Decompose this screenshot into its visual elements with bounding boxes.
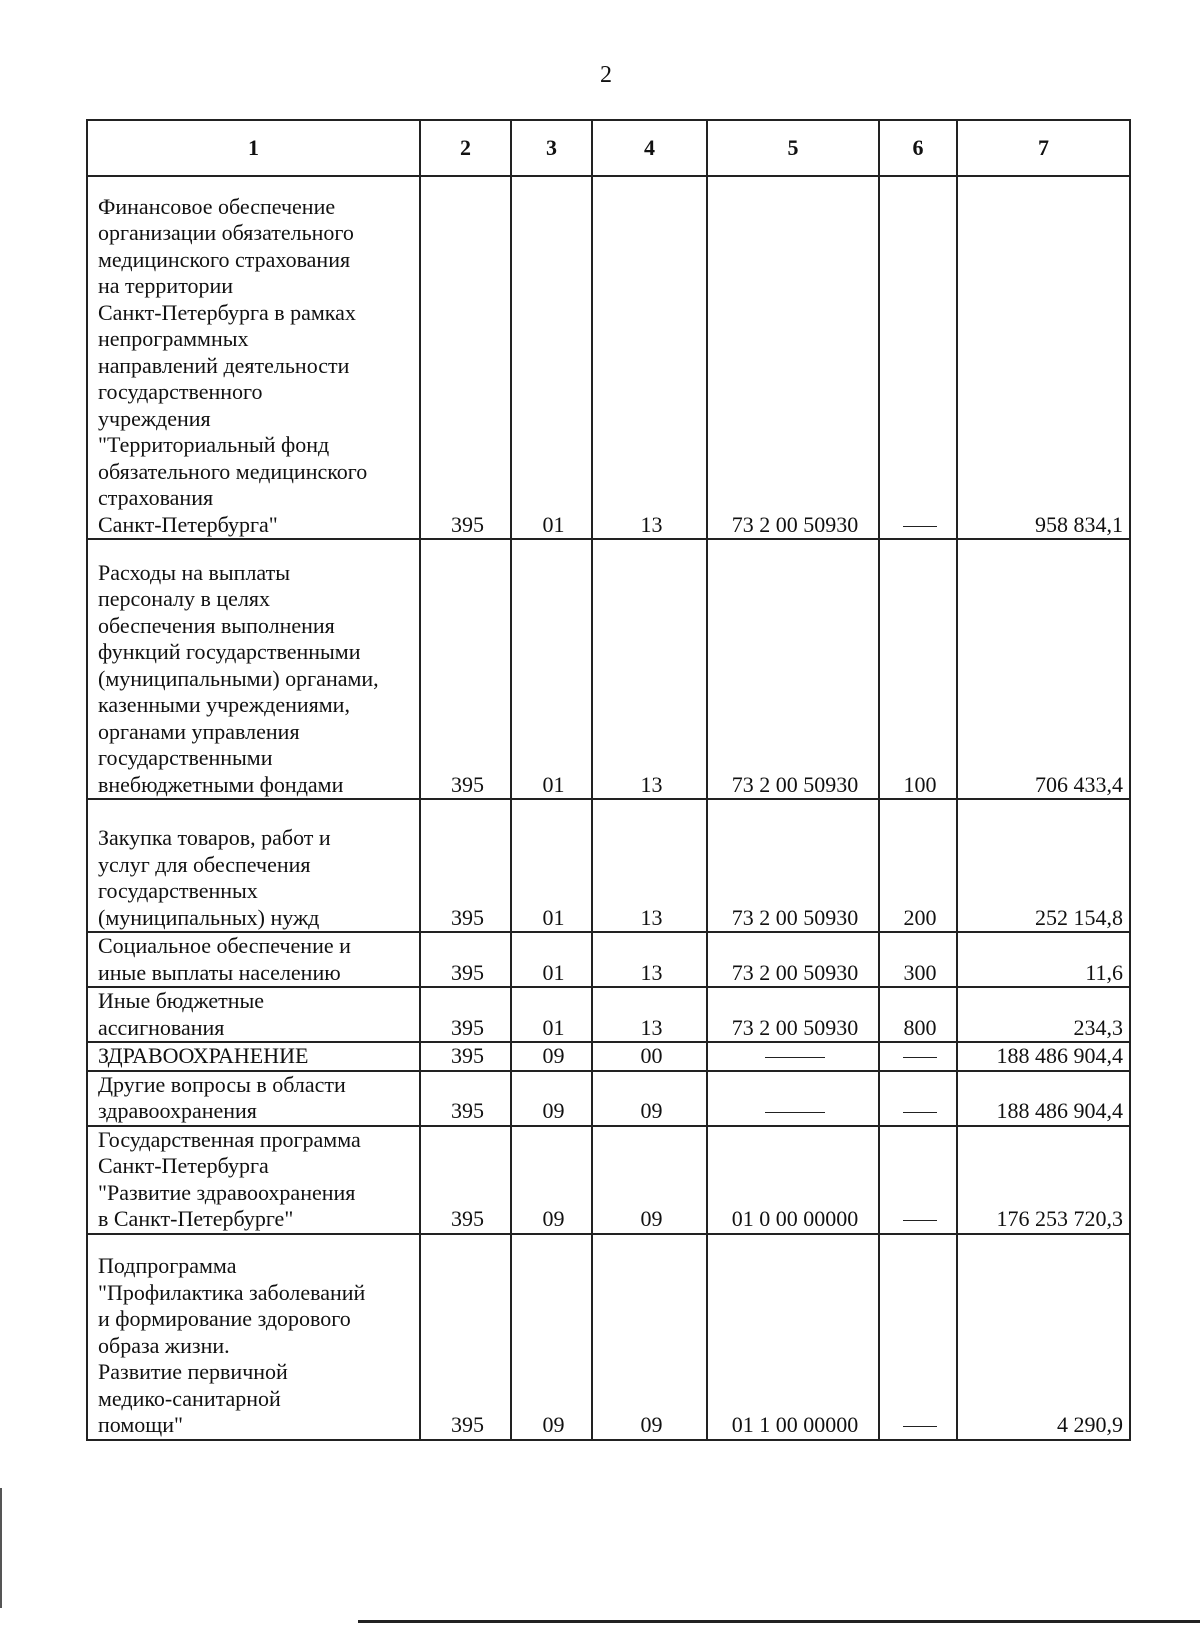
code-column-5-value: 01 1 00 00000	[731, 1412, 859, 1437]
row-name-line: Санкт-Петербурга	[98, 1153, 269, 1178]
column-header: 2	[420, 120, 511, 176]
code-column-4-value: 09	[640, 1412, 663, 1437]
row-name-line: (муниципальными) органами,	[98, 665, 379, 691]
table-row	[87, 799, 1130, 932]
code-column-6-value	[903, 1057, 937, 1058]
bottom-rule	[358, 1620, 1200, 1623]
amount-cell-value: 234,3	[1073, 1014, 1123, 1040]
code-column-3-value: 01	[542, 1014, 565, 1040]
table-row	[87, 1234, 1130, 1440]
amount-cell	[957, 539, 1130, 799]
column-header: 1	[87, 120, 420, 176]
code-column-3-value: 09	[542, 1043, 565, 1068]
row-name-line: Государственная программа	[98, 1126, 361, 1152]
code-column-2-value: 395	[451, 959, 484, 985]
code-column-3	[511, 176, 592, 539]
row-name-line: Финансовое обеспечение	[98, 193, 336, 219]
header-row	[87, 120, 1130, 176]
code-column-6-value: 200	[903, 904, 937, 930]
row-name-line: ассигнования	[98, 1014, 225, 1040]
code-column-2-value: 395	[451, 1014, 484, 1040]
code-column-4	[592, 799, 707, 932]
code-column-2-value: 395	[451, 1206, 484, 1231]
row-name-line: казенными учреждениями,	[98, 692, 350, 717]
budget-table	[86, 119, 1131, 1441]
column-header: 5	[707, 120, 879, 176]
table-body	[87, 176, 1130, 1440]
row-name-line: непрограммных	[98, 326, 249, 351]
code-column-5-value: 73 2 00 50930	[731, 511, 859, 537]
code-column-4-value: 13	[640, 511, 663, 537]
row-name-line: функций государственными	[98, 639, 361, 664]
code-column-3-value: 09	[542, 1412, 565, 1437]
row-name-line: "Профилактика заболеваний	[98, 1279, 366, 1305]
column-header: 4	[592, 120, 707, 176]
code-column-3	[511, 1042, 592, 1071]
table-row	[87, 539, 1130, 799]
row-name-line: учреждения	[98, 405, 211, 431]
row-name-line: государственными	[98, 745, 273, 770]
row-name-line: государственных	[98, 878, 258, 903]
amount-cell	[957, 799, 1130, 932]
row-name	[87, 1234, 420, 1440]
code-column-6	[879, 799, 957, 932]
code-column-6-value: 300	[903, 959, 937, 985]
column-header: 3	[511, 120, 592, 176]
code-column-2	[420, 1071, 511, 1126]
row-name-line: Санкт-Петербурга"	[98, 511, 278, 537]
code-column-3	[511, 1234, 592, 1440]
code-column-2	[420, 176, 511, 539]
code-column-5	[707, 987, 879, 1042]
code-column-4	[592, 1234, 707, 1440]
code-column-2	[420, 539, 511, 799]
code-column-5	[707, 176, 879, 539]
code-column-5-value: 73 2 00 50930	[731, 771, 859, 797]
amount-cell	[957, 176, 1130, 539]
code-column-6	[879, 1071, 957, 1126]
row-name-line: помощи"	[98, 1412, 183, 1437]
code-column-6-value	[903, 1426, 937, 1427]
row-name-line: направлений деятельности	[98, 352, 350, 378]
code-column-3	[511, 1071, 592, 1126]
code-column-4	[592, 176, 707, 539]
row-name-line: Развитие первичной	[98, 1359, 288, 1384]
code-column-3	[511, 932, 592, 987]
row-name-line: в Санкт-Петербурге"	[98, 1206, 294, 1231]
row-name-line: ЗДРАВООХРАНЕНИЕ	[98, 1043, 309, 1068]
code-column-6	[879, 1234, 957, 1440]
amount-cell-value: 11,6	[1085, 959, 1123, 985]
code-column-6	[879, 1126, 957, 1234]
amount-cell-value: 4 290,9	[1057, 1412, 1123, 1437]
code-column-3-value: 01	[542, 904, 565, 930]
code-column-6-value	[903, 526, 937, 527]
table-row	[87, 932, 1130, 987]
code-column-2-value: 395	[451, 1098, 484, 1123]
code-column-5	[707, 1071, 879, 1126]
code-column-6-value: 100	[903, 771, 937, 797]
table-row	[87, 987, 1130, 1042]
code-column-5-value: 73 2 00 50930	[731, 904, 859, 930]
amount-cell-value: 958 834,1	[1035, 511, 1123, 537]
row-name-line: Социальное обеспечение и	[98, 933, 351, 958]
table-row	[87, 1126, 1130, 1234]
amount-cell-value: 188 486 904,4	[996, 1098, 1123, 1123]
code-column-6-value	[903, 1220, 937, 1221]
table-row	[87, 1071, 1130, 1126]
row-name-line: Другие вопросы в области	[98, 1071, 346, 1097]
code-column-6	[879, 539, 957, 799]
code-column-5	[707, 1234, 879, 1440]
code-column-3	[511, 539, 592, 799]
code-column-2	[420, 1042, 511, 1071]
row-name-line: и формирование здорового	[98, 1306, 351, 1331]
code-column-2	[420, 1234, 511, 1440]
amount-cell	[957, 1042, 1130, 1071]
amount-cell-value: 188 486 904,4	[996, 1043, 1123, 1068]
row-name-line: "Развитие здравоохранения	[98, 1179, 356, 1205]
row-name-line: Закупка товаров, работ и	[98, 825, 331, 850]
column-header: 7	[957, 120, 1130, 176]
code-column-4-value: 09	[640, 1206, 663, 1231]
code-column-5	[707, 539, 879, 799]
amount-cell	[957, 1126, 1130, 1234]
amount-cell-value: 252 154,8	[1035, 904, 1123, 930]
amount-cell-value: 706 433,4	[1035, 771, 1123, 797]
code-column-3-value: 01	[542, 771, 565, 797]
row-name	[87, 539, 420, 799]
code-column-4	[592, 1042, 707, 1071]
row-name-line: обеспечения выполнения	[98, 612, 335, 638]
scan-edge-mark	[0, 1488, 2, 1608]
code-column-5	[707, 932, 879, 987]
code-column-4	[592, 987, 707, 1042]
row-name-line: "Территориальный фонд	[98, 432, 330, 457]
code-column-2-value: 395	[451, 511, 484, 537]
code-column-4-value: 00	[640, 1043, 663, 1068]
row-name-line: органами управления	[98, 718, 300, 744]
code-column-3	[511, 987, 592, 1042]
amount-cell	[957, 932, 1130, 987]
code-column-4-value: 13	[640, 771, 663, 797]
page-number: 2	[600, 62, 612, 88]
row-name-line: персоналу в целях	[98, 586, 271, 611]
code-column-6-value: 800	[903, 1014, 937, 1040]
code-column-2-value: 395	[451, 1412, 484, 1437]
code-column-3-value: 01	[542, 959, 565, 985]
row-name-line: образа жизни.	[98, 1332, 230, 1358]
code-column-5	[707, 799, 879, 932]
row-name	[87, 799, 420, 932]
row-name	[87, 932, 420, 987]
row-name-line: (муниципальных) нужд	[98, 904, 320, 930]
code-column-3	[511, 799, 592, 932]
row-name-line: медико-санитарной	[98, 1385, 281, 1411]
code-column-5-value	[765, 1112, 825, 1113]
code-column-5-value	[765, 1057, 825, 1058]
code-column-5-value: 73 2 00 50930	[731, 959, 859, 985]
row-name-line: Иные бюджетные	[98, 988, 265, 1013]
row-name-line: обязательного медицинского	[98, 458, 368, 484]
code-column-5	[707, 1042, 879, 1071]
row-name-line: медицинского страхования	[98, 246, 351, 272]
row-name-line: государственного	[98, 379, 263, 404]
row-name-line: здравоохранения	[98, 1098, 257, 1123]
code-column-6	[879, 932, 957, 987]
code-column-4-value: 13	[640, 1014, 663, 1040]
code-column-5	[707, 1126, 879, 1234]
code-column-2	[420, 799, 511, 932]
code-column-2-value: 395	[451, 1043, 484, 1068]
code-column-6	[879, 987, 957, 1042]
row-name	[87, 1126, 420, 1234]
code-column-2-value: 395	[451, 771, 484, 797]
row-name-line: иные выплаты населению	[98, 959, 341, 985]
code-column-3-value: 09	[542, 1098, 565, 1123]
amount-cell	[957, 987, 1130, 1042]
table-row	[87, 1042, 1130, 1071]
amount-cell	[957, 1071, 1130, 1126]
row-name-line: на территории	[98, 273, 234, 298]
code-column-4-value: 13	[640, 959, 663, 985]
code-column-2	[420, 932, 511, 987]
row-name-line: Расходы на выплаты	[98, 559, 291, 585]
row-name	[87, 176, 420, 539]
row-name-line: услуг для обеспечения	[98, 851, 311, 877]
code-column-4	[592, 539, 707, 799]
amount-cell	[957, 1234, 1130, 1440]
row-name	[87, 1071, 420, 1126]
row-name-line: организации обязательного	[98, 220, 354, 245]
amount-cell-value: 176 253 720,3	[996, 1206, 1123, 1231]
column-header: 6	[879, 120, 957, 176]
row-name-line: страхования	[98, 485, 214, 510]
row-name	[87, 987, 420, 1042]
code-column-2	[420, 1126, 511, 1234]
code-column-4-value: 09	[640, 1098, 663, 1123]
code-column-2	[420, 987, 511, 1042]
code-column-5-value: 73 2 00 50930	[731, 1014, 859, 1040]
code-column-3	[511, 1126, 592, 1234]
code-column-4-value: 13	[640, 904, 663, 930]
code-column-6-value	[903, 1112, 937, 1113]
code-column-4	[592, 1126, 707, 1234]
row-name-line: Подпрограмма	[98, 1253, 237, 1278]
code-column-3-value: 01	[542, 511, 565, 537]
row-name-line: Санкт-Петербурга в рамках	[98, 299, 356, 325]
row-name	[87, 1042, 420, 1071]
code-column-5-value: 01 0 00 00000	[731, 1206, 859, 1231]
table-row	[87, 176, 1130, 539]
code-column-4	[592, 1071, 707, 1126]
code-column-4	[592, 932, 707, 987]
code-column-6	[879, 176, 957, 539]
code-column-3-value: 09	[542, 1206, 565, 1231]
code-column-6	[879, 1042, 957, 1071]
row-name-line: внебюджетными фондами	[98, 771, 344, 797]
code-column-2-value: 395	[451, 904, 484, 930]
